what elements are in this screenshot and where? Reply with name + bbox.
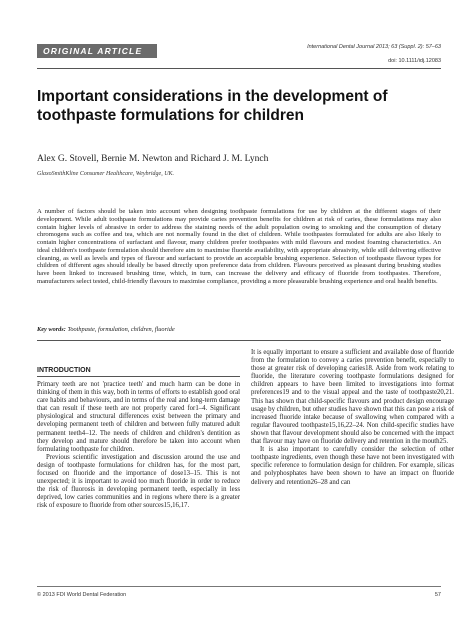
article-title: Important considerations in the development of toothpaste formulations for children [37, 88, 388, 124]
header-divider [37, 68, 441, 69]
keywords-values: Toothpaste, formulation, children, fluoride [67, 326, 175, 333]
body-column-right [251, 349, 454, 487]
abstract-divider [37, 340, 441, 341]
author-list: Alex G. Stovell, Bernie M. Newton and Richard J. M. Lynch [37, 154, 269, 164]
keywords-line [37, 326, 175, 333]
section-label-badge: ORIGINAL ARTICLE [37, 44, 157, 58]
doi-link[interactable]: doi: 10.1111/idj.12083 [388, 58, 441, 64]
body-paragraph: It is also important to carefully consider the selection of other toothpaste ingredients, even though these have not been investigated with specific reference to formulation design for children. For example, silicas and polyphosphates have been shown to have an impact on fluoride delivery and retention26–28 and can [251, 446, 454, 486]
body-paragraph: Previous scientific investigation and discussion around the use and design of toothpaste formulations for children has, for the most part, focused on fluoride and the importance of dose13–15. This is not unexpected; it is important to avoid too much fluoride in order to reduce the risk of fluorosis in developing permanent teeth, especially in less deprived, low caries communities and in regions where there is a greater risk of exposure to fluoride from other sources15,16,17. [37, 453, 240, 510]
introduction-heading-rule [37, 376, 240, 377]
page-number: 57 [434, 592, 441, 598]
keywords-label: Key words: [37, 326, 66, 333]
abstract-text: A number of factors should be taken into account when designing toothpaste formulations for use by children at the different stages of their development. While adult toothpaste formulations may provide caries prevention benefits for children at risk of caries, these formulations may also contain higher levels of abrasive in order to address the staining needs of the adult population owing to smoking and the consumption of dietary chromogens such as coffee and tea, which are not normally found in the diet of children. While toothpastes formulated for adults are also likely to contain higher concentrations of surfactant and flavour, many children prefer toothpastes with mild flavours and modest foaming characteristics. An ideal children's toothpaste formulation should therefore aim to maximise fluoride availability, with appropriate abrasivity, while still delivering effective cleaning, as well as levels and types of flavour and surfactant to provide an acceptable brushing experience. Selection of toothpaste flavour types for children of different ages should ideally be based directly upon preference data from children. Flavours perceived as pleasant during brushing studies have been linked to increased brushing time, which, in turn, can increase the delivery and efficacy of fluoride from toothpastes. Therefore, manufacturers select tested, child-friendly flavours to maximise compliance, providing a more pleasurable brushing experience and oral health benefits. [37, 208, 441, 285]
body-paragraph: It is equally important to ensure a sufficient and available dose of fluoride from the formulation to convey a caries prevention benefit, especially to those at greater risk of developing caries18. Aside from work relating to fluoride, the literature covering toothpaste formulations designed for children appears to have been limited to investigations into format preferences19 and to the visual appeal and the taste of toothpaste20,21. This has shown that child-specific flavours and product design encourage usage by children, but other studies have shown that this can pose a risk of increased fluoride intake because of swallowing when compared with a regular flavoured toothpaste15,16,22–24. Non child-specific studies have shown that flavour development should also be concerned with the impact that flavour may have on fluoride delivery and retention in the mouth25. [251, 349, 454, 446]
introduction-heading: INTRODUCTION [37, 367, 91, 374]
body-column-left [37, 381, 240, 511]
footer-divider [37, 586, 441, 587]
body-paragraph: Primary teeth are not 'practice teeth' and much harm can be done in thinking of them in this way, both in terms of efforts to establish good oral care habits and behaviours, and in terms of the real and long-term damage that can result if these teeth are not properly cared for1–4. Significant physiological and structural differences exist between the primary and developing permanent teeth of children and between fully matured adult permanent teeth4–12. The needs of children and children's dentition as they develop and mature should therefore be taken into account when formulating toothpaste for children. [37, 381, 240, 453]
journal-citation: International Dental Journal 2013; 63 (Suppl. 2): 57–63 [307, 44, 441, 50]
copyright-notice: © 2013 FDI World Dental Federation [37, 592, 127, 598]
author-affiliation: GlaxoSmithKline Consumer Healthcare, Weybridge, UK. [37, 171, 175, 177]
